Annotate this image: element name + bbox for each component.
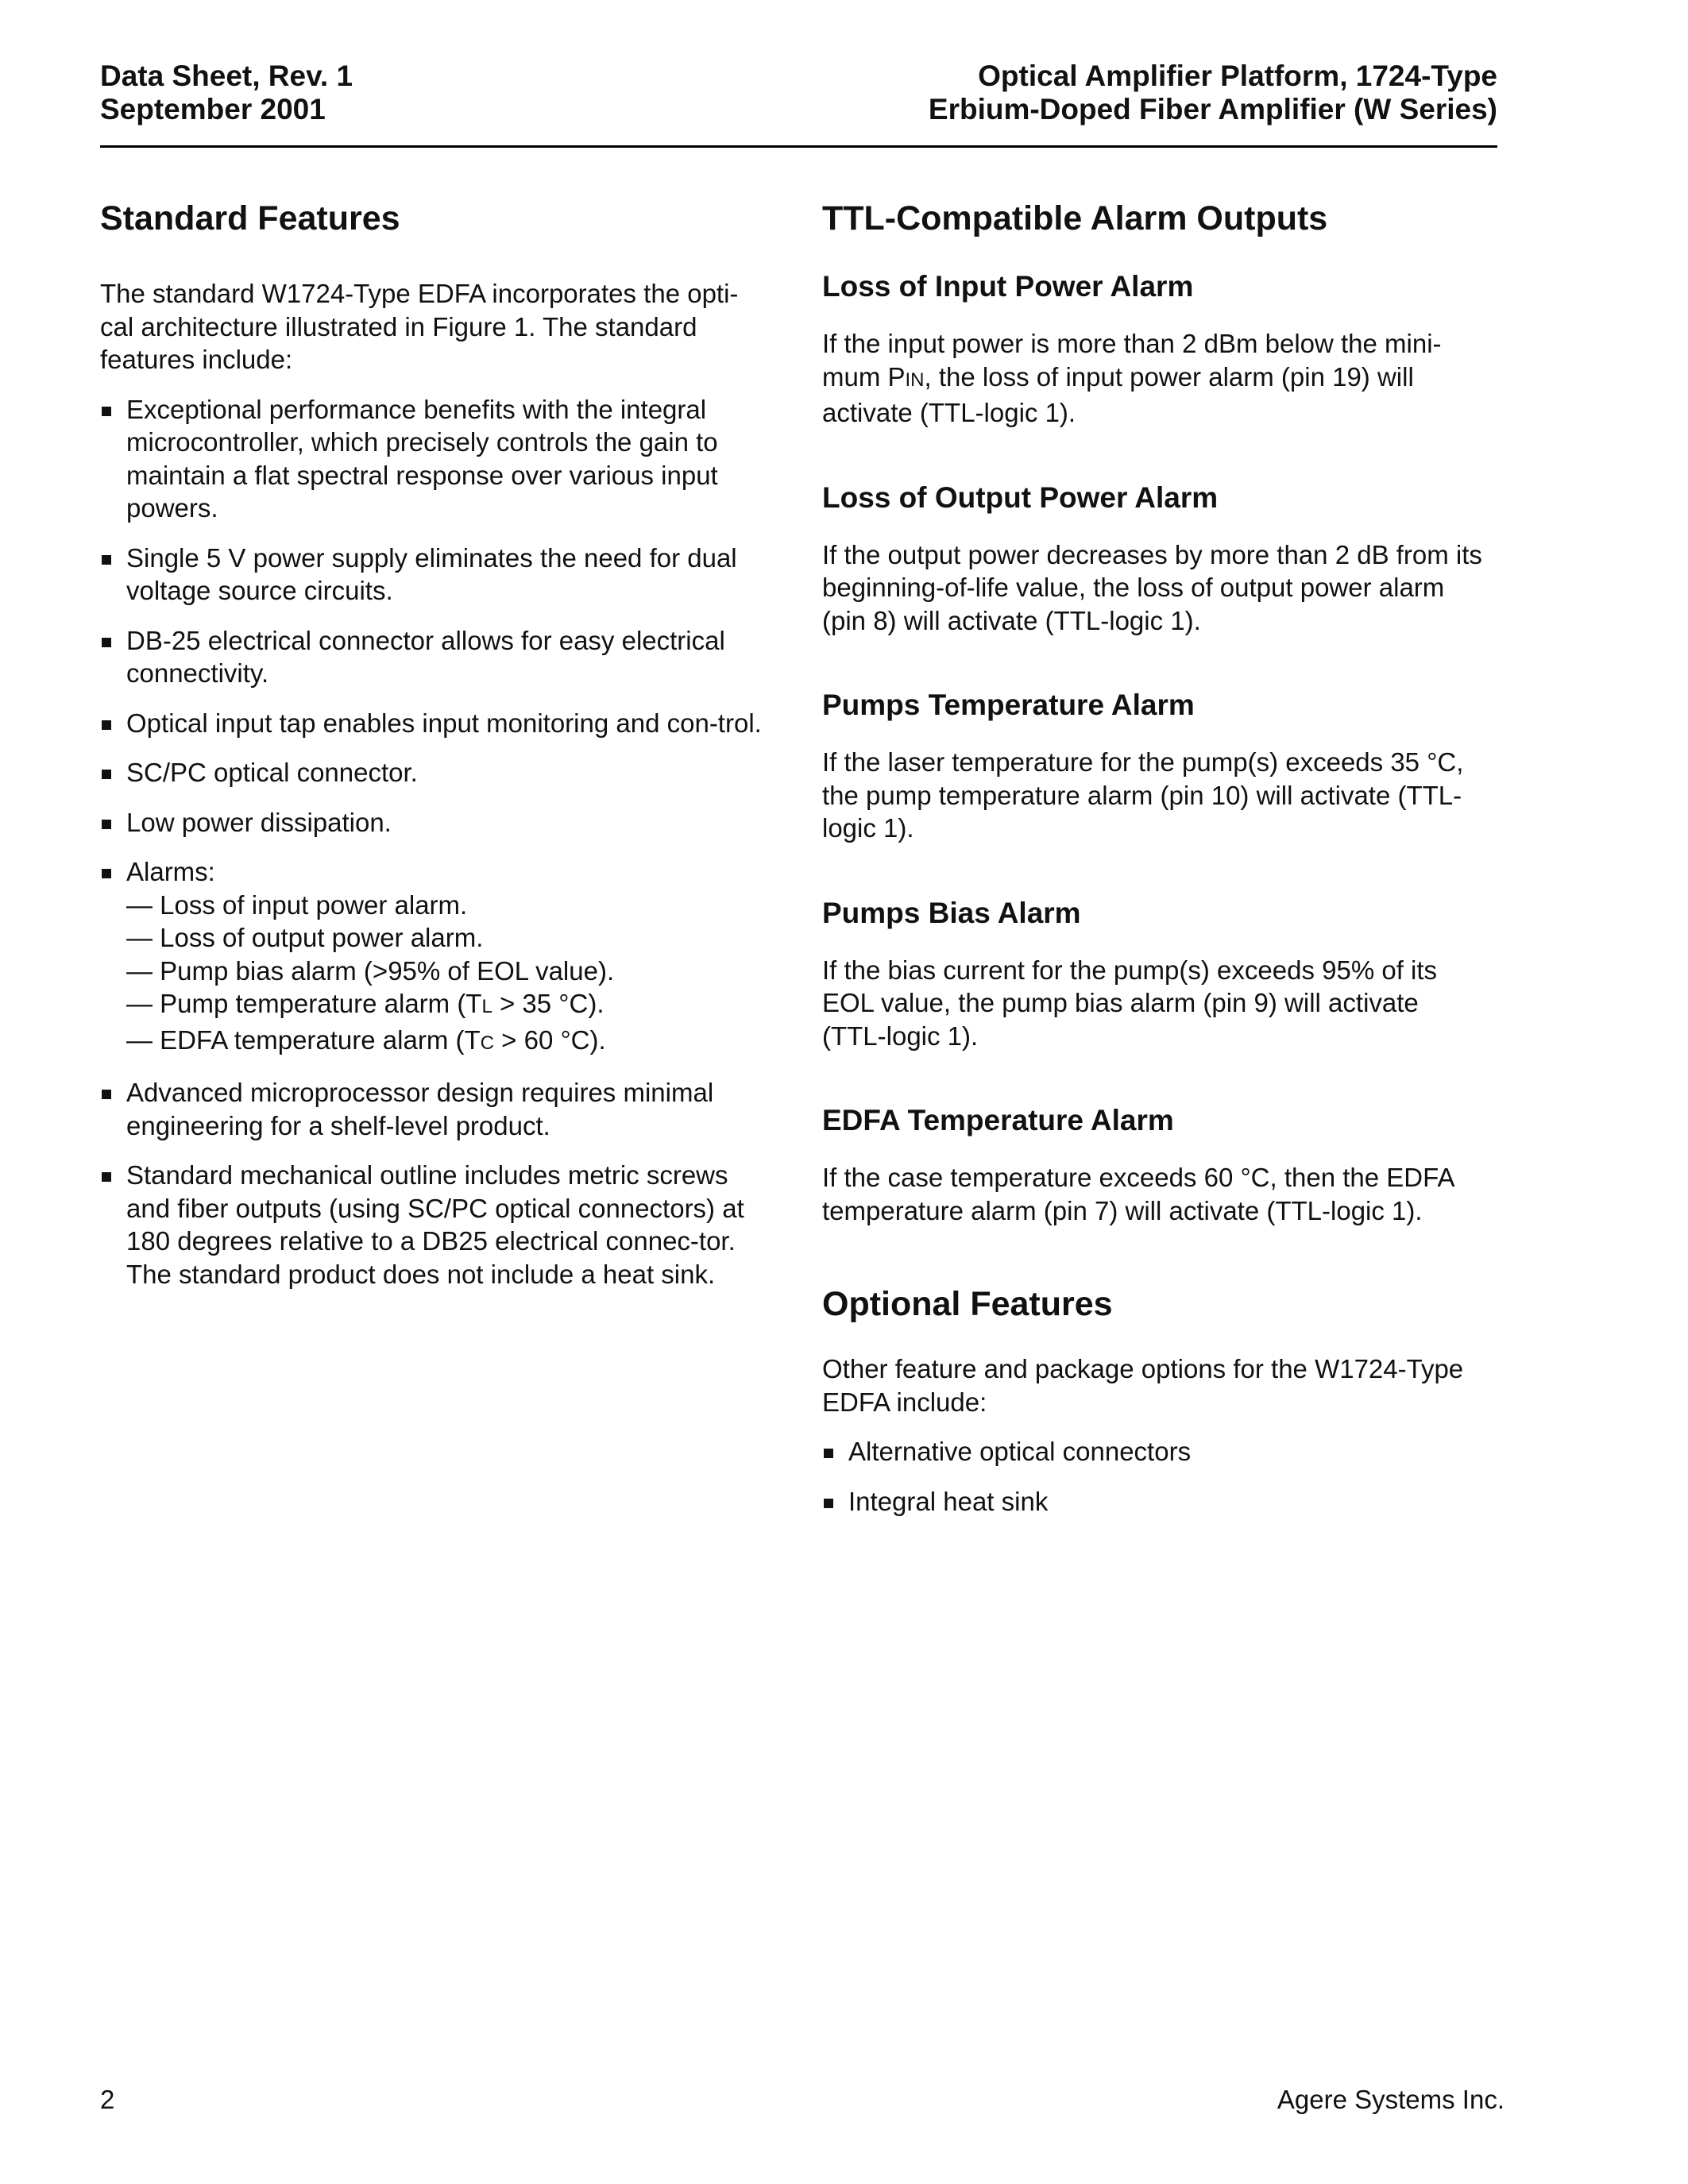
optional-features-heading: Optional Features xyxy=(822,1285,1113,1323)
right-column xyxy=(822,199,1489,1518)
loss-of-input-power-text: If the input power is more than 2 dBm below the mini-mum PIN, the loss of input power alarm (pin 19) will activate (TTL-logic 1). xyxy=(822,329,1442,427)
list-item: Exceptional performance benefits with the integral microcontroller, which precisely controls the gain to maintain a flat spectral response over various input powers. xyxy=(100,393,767,525)
alarm-subitem: — Loss of input power alarm. xyxy=(126,889,468,920)
header-left xyxy=(100,60,353,126)
product-title-line1: Optical Amplifier Platform, 1724-Type xyxy=(978,60,1497,92)
list-item: SC/PC optical connector. xyxy=(100,756,767,789)
list-item: Standard mechanical outline includes metric screws and fiber outputs (using SC/PC optical connectors) at 180 degrees relative to a DB25 electrical connec-tor. The standard product does not include a heat sink. xyxy=(100,1159,767,1291)
header-right xyxy=(929,60,1497,126)
left-column xyxy=(100,199,767,1291)
edfa-temperature-heading: EDFA Temperature Alarm xyxy=(822,1104,1174,1136)
list-item: DB-25 electrical connector allows for easy electrical connectivity. xyxy=(100,624,767,690)
pumps-bias-text: If the bias current for the pump(s) exceeds 95% of its EOL value, the pump bias alarm (pin 9) will activate (TTL-logic 1). xyxy=(822,955,1438,1051)
loss-of-input-power-heading: Loss of Input Power Alarm xyxy=(822,270,1194,303)
list-item: Optical input tap enables input monitoring and con-trol. xyxy=(100,707,767,740)
loss-of-output-power-text: If the output power decreases by more than 2 dB from its beginning-of-life value, the loss of output power alarm (pin 8) will activate (TTL-logic 1). xyxy=(822,539,1482,635)
product-title-line2: Erbium-Doped Fiber Amplifier (W Series) xyxy=(928,93,1497,125)
loss-of-output-power-heading: Loss of Output Power Alarm xyxy=(822,480,1219,514)
company-name: Agere Systems Inc. xyxy=(1277,2085,1505,2114)
header-divider xyxy=(100,145,1497,148)
list-item: Integral heat sink xyxy=(822,1485,1489,1518)
standard-features-list xyxy=(100,393,767,1291)
optional-features-intro: Other feature and package options for the W1724-Type EDFA include: xyxy=(822,1354,1464,1417)
page-number: 2 xyxy=(100,2085,115,2114)
pumps-bias-heading: Pumps Bias Alarm xyxy=(822,896,1081,929)
list-item: Low power dissipation. xyxy=(100,806,767,839)
standard-features-intro: The standard W1724-Type EDFA incorporates the opti-cal architecture illustrated in Figure 1. The standard features include: xyxy=(100,279,739,374)
optional-features-list xyxy=(822,1435,1489,1518)
document-date: September 2001 xyxy=(100,93,326,125)
list-item: Advanced microprocessor design requires minimal engineering for a shelf-level product. xyxy=(100,1076,767,1142)
alarm-subitem: — Loss of output power alarm. xyxy=(126,923,484,952)
pumps-temperature-text: If the laser temperature for the pump(s) exceeds 35 °C, the pump temperature alarm (pin 10) will activate (TTL-logic 1). xyxy=(822,747,1464,843)
list-item: Single 5 V power supply eliminates the need for dual voltage source circuits. xyxy=(100,542,767,608)
ttl-alarm-outputs-heading: TTL-Compatible Alarm Outputs xyxy=(822,199,1328,237)
edfa-temperature-text: If the case temperature exceeds 60 °C, then the EDFA temperature alarm (pin 7) will activate (TTL-logic 1). xyxy=(822,1163,1454,1225)
alarm-subitem: — Pump temperature alarm (TL > 35 °C). xyxy=(126,989,605,1018)
document-revision: Data Sheet, Rev. 1 xyxy=(100,60,353,92)
alarm-subitem: — EDFA temperature alarm (TC > 60 °C). xyxy=(126,1024,606,1055)
alarms-label: Alarms: xyxy=(126,857,215,886)
alarms-list-item xyxy=(100,855,767,1059)
alarm-subitem: — Pump bias alarm (>95% of EOL value). xyxy=(126,955,615,986)
standard-features-heading: Standard Features xyxy=(100,199,400,237)
pumps-temperature-heading: Pumps Temperature Alarm xyxy=(822,689,1195,721)
list-item: Alternative optical connectors xyxy=(822,1435,1489,1468)
